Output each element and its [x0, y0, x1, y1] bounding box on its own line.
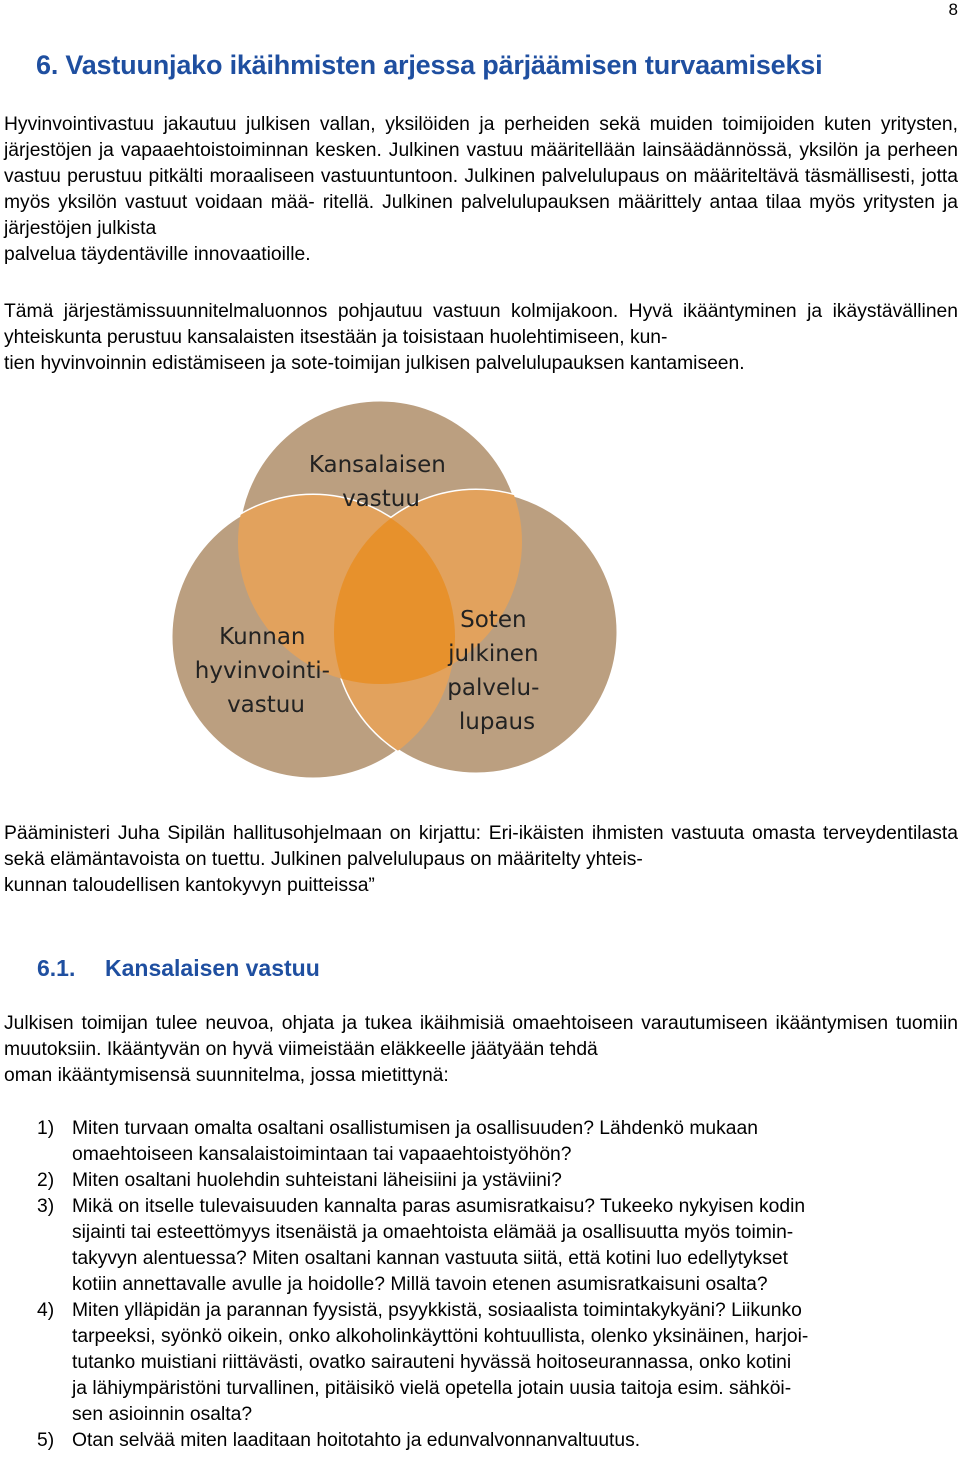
list-item [0, 1298, 954, 1428]
list-item-line: sen asioinnin osalta? [72, 1404, 253, 1425]
list-item-line: ja lähiympäristöni turvallinen, pitäisikö vielä opetella jotain uusia taitoja esim. sähköi- [72, 1378, 792, 1399]
subsection-title: Kansalaisen vastuu [105, 955, 320, 981]
venn-label-line: palvelu- [447, 675, 540, 701]
paragraph-line: lainsäädännössä, yksilön ja perheen vastuu perustuu pitkälti moraaliseen vastuuntuntoon. [4, 140, 959, 187]
list-item [0, 1116, 954, 1168]
intro-paragraph [4, 112, 958, 268]
list-item-line: sijainti tai esteettömyys itsenäistä ja omaehtoista elämää ja osallisuutta myös toimin- [72, 1222, 794, 1243]
paragraph-line: Julkisen toimijan tulee neuvoa, ohjata ja tukea ikäihmisiä omaehtoiseen varautumiseen [4, 1013, 768, 1034]
paragraph-line: kuten yritysten, järjestöjen ja vapaaehtoistoiminnan kesken. Julkinen vastuu määritellään [4, 114, 958, 161]
list-item-line: omaehtoiseen kansalaistoimintaan tai vapaaehtoistyöhön? [72, 1144, 572, 1165]
venn-label-line: vastuu [227, 692, 305, 718]
venn-diagram [0, 390, 960, 790]
list-item-line: Otan selvää miten laaditaan hoitotahto ja edunvalvonnanvaltuutus. [72, 1430, 641, 1451]
list-item-line: kotiin annettavalle avulle ja hoidolle? Millä tavoin etenen asumisratkaisuni osalta? [72, 1274, 768, 1295]
paragraph-line: terveydentilasta sekä elämäntavoista on tuettu. Julkinen palvelulupaus on määritelty yhteis- [4, 823, 958, 870]
list-item-number: 3) [37, 1196, 55, 1217]
paragraph-line: ikääntymisen tuomiin muutoksiin. Ikääntyvän on hyvä viimeistään eläkkeelle jäätyään tehdä [4, 1013, 958, 1060]
paragraph-line: oman ikääntymisensä suunnitelma, jossa mietittynä: [4, 1065, 449, 1086]
list-item [0, 1194, 954, 1298]
paragraph-line: palvelua täydentäville innovaatioille. [4, 244, 311, 265]
page-number: 8 [948, 0, 958, 19]
paragraph-line: Pääministeri Juha Sipilän hallitusohjelmaan on kirjattu: Eri-ikäisten ihmisten vastuuta omasta [4, 823, 816, 844]
venn-label-line: vastuu [342, 486, 420, 512]
venn-label-line: lupaus [458, 709, 536, 735]
subsection-number: 6.1. [37, 955, 76, 981]
list-item-line: tutanko muistiani riittävästi, ovatko sairauteni hyvässä hoitoseurannassa, onko kotini [72, 1352, 792, 1373]
planning-questions-list [0, 1116, 954, 1454]
paragraph-line: kunnan taloudellisen kantokyvyn puitteissa” [4, 875, 375, 896]
venn-label-line: hyvinvointi- [194, 658, 330, 684]
venn-label-line: Kunnan [219, 624, 306, 650]
list-item-number: 1) [37, 1118, 55, 1139]
list-item-number: 2) [37, 1170, 55, 1191]
list-item [0, 1168, 954, 1194]
list-item-number: 4) [37, 1300, 55, 1321]
responsibility-paragraph [4, 299, 958, 377]
list-item-line: takyvyn alentuessa? Miten osaltani kannan vastuuta siitä, että kotini luo edellytykset [72, 1248, 788, 1269]
list-item-line: Miten turvaan omalta osaltani osallistumisen ja osallisuuden? Lähdenkö mukaan [72, 1118, 758, 1139]
list-item-number: 5) [37, 1430, 55, 1451]
paragraph-line: Tämä järjestämissuunnitelmaluonnos pohjautuu vastuun kolmijakoon. Hyvä ikääntyminen ja [4, 301, 823, 322]
paragraph-line: Hyvinvointivastuu jakautuu julkisen vallan, yksilöiden ja perheiden sekä muiden toimijoiden [4, 114, 815, 135]
paragraph-line: ikäystävällinen yhteiskunta perustuu kansalaisten itsestään ja toisistaan huolehtimiseen, kun- [4, 301, 958, 348]
list-item-line: Miten osaltani huolehdin suhteistani läheisiini ja ystäviini? [72, 1170, 562, 1191]
government-quote-paragraph [4, 821, 958, 899]
venn-label-line: Kansalaisen [308, 452, 446, 478]
list-item-line: Miten ylläpidän ja parannan fyysistä, psyykkistä, sosiaalista toimintakykyäni? Liikunko [72, 1300, 802, 1321]
list-item-line: tarpeeksi, syönkö oikein, onko alkoholinkäyttöni kohtuullista, olenko yksinäinen, harjoi- [72, 1326, 809, 1347]
subsection-heading [37, 955, 320, 982]
paragraph-line: tien hyvinvoinnin edistämiseen ja sote-toimijan julkisen palvelulupauksen kantamiseen. [4, 353, 745, 374]
section-heading: 6. Vastuunjako ikäihmisten arjessa pärjäämisen turvaamiseksi [36, 50, 823, 80]
venn-label-line: julkinen [448, 641, 539, 667]
list-item-line: Mikä on itselle tulevaisuuden kannalta paras asumisratkaisu? Tukeeko nykyisen kodin [72, 1196, 806, 1217]
subsection-paragraph [4, 1011, 958, 1089]
paragraph-line: ritellä. Julkinen palvelulupauksen määrittely antaa tilaa myös yritysten ja järjestöjen julkista [4, 192, 958, 239]
venn-label-line: Soten [460, 607, 527, 633]
list-item [0, 1428, 954, 1454]
paragraph-line: Julkinen palvelulupaus on määriteltävä täsmällisesti, jotta myös yksilön vastuut voidaan mää- [4, 166, 959, 213]
